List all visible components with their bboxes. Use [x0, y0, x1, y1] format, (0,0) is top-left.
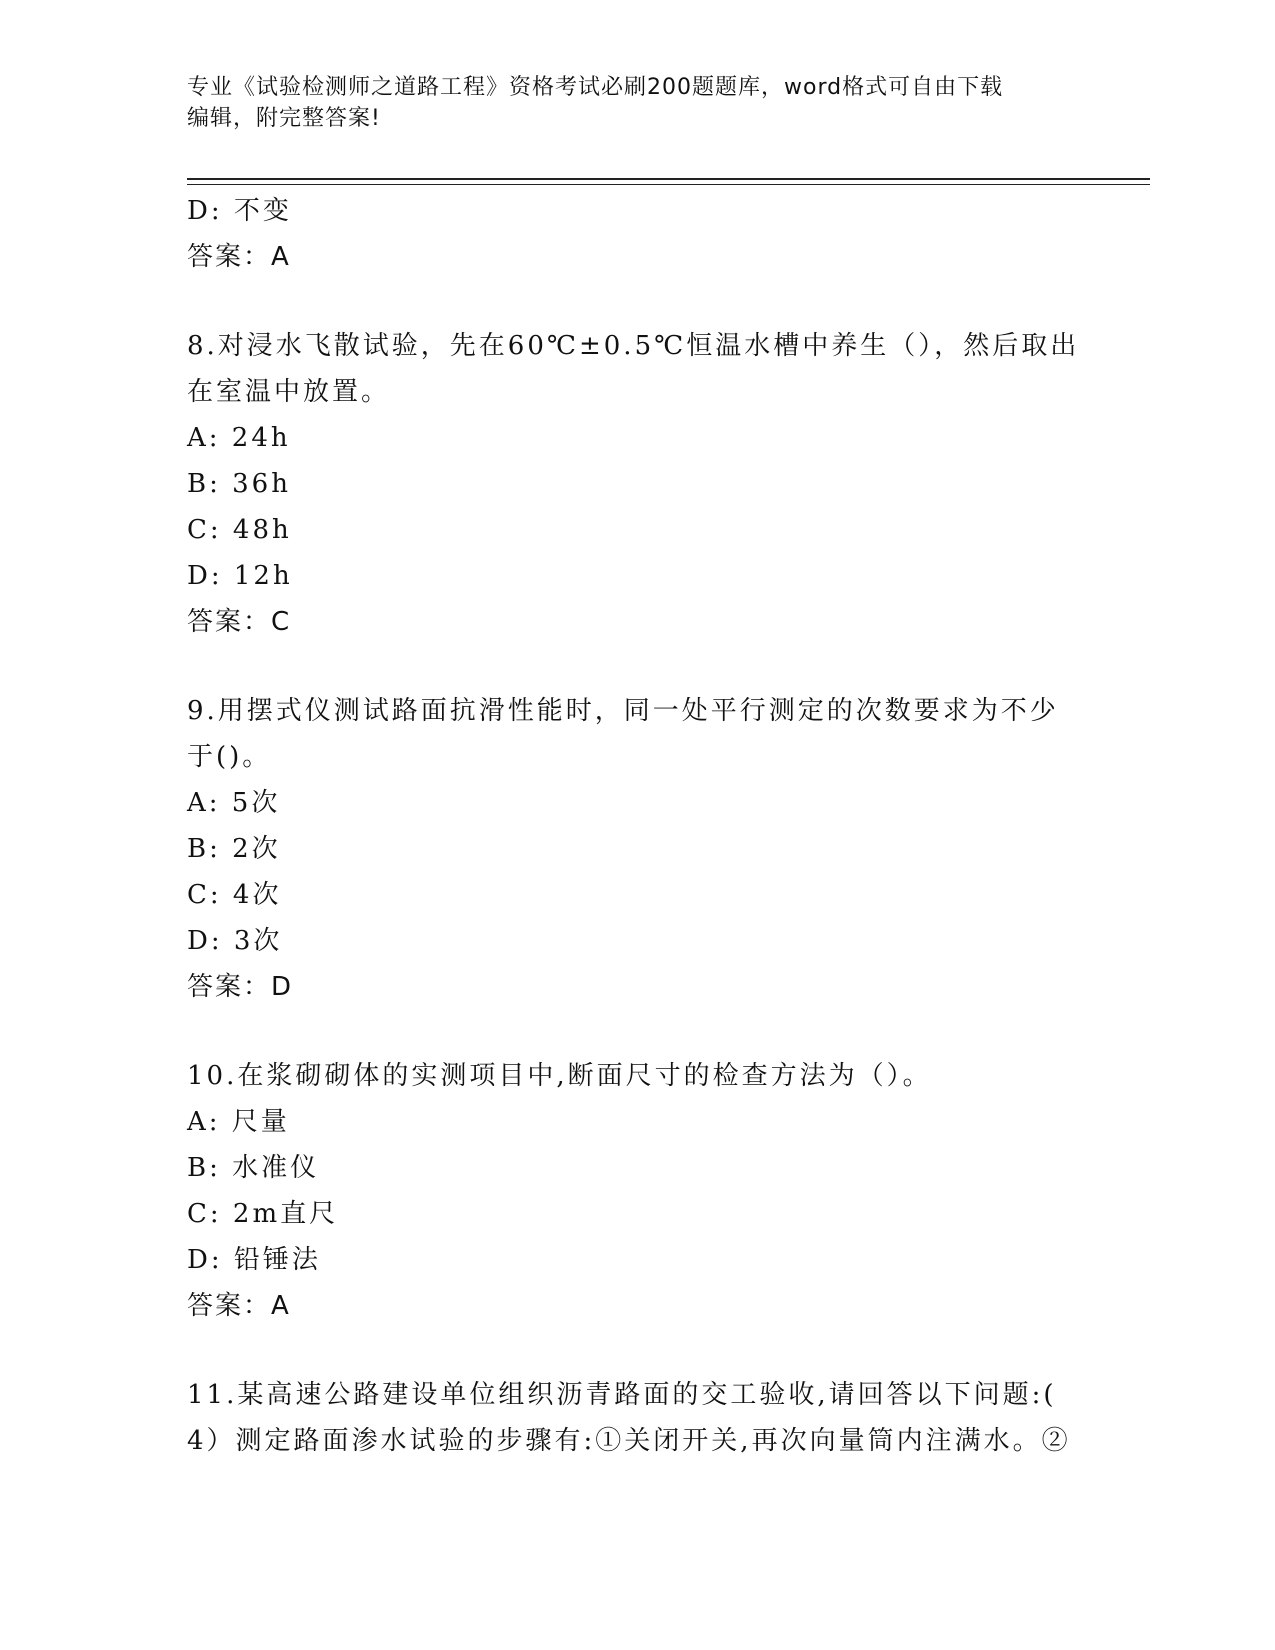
question-8: [187, 323, 1087, 645]
question-stem-line: 10.在浆砌砌体的实测项目中,断面尺寸的检查方法为（）。: [187, 1061, 932, 1091]
question-stem-line: 4）测定路面渗水试验的步骤有:①关闭开关,再次向量筒内注满水。②: [187, 1426, 1071, 1456]
question-11: [187, 1372, 1087, 1464]
option-d: D: 3次: [187, 926, 283, 956]
question-stem-line: 9.用摆式仪测试路面抗滑性能时，同一处平行测定的次数要求为不少: [187, 696, 1059, 726]
page-header: [187, 72, 1087, 134]
option-a: A: 尺量: [187, 1107, 290, 1137]
answer-line: 答案：C: [187, 607, 292, 637]
question-10: [187, 1053, 1087, 1329]
option-b: B: 水准仪: [187, 1153, 320, 1183]
question-stem-line: 于()。: [187, 742, 272, 772]
option-c: C: 4次: [187, 880, 282, 910]
option-d: D: 铅锤法: [187, 1245, 321, 1275]
question-9: [187, 688, 1087, 1010]
option-a: A: 5次: [187, 788, 281, 818]
option-d: D: 12h: [187, 561, 293, 591]
header-rule-thick: [187, 178, 1150, 180]
answer-line: 答案：A: [187, 1291, 291, 1321]
option-d: D: 不变: [187, 196, 292, 226]
question-stem-line: 在室温中放置。: [187, 377, 391, 407]
header-rule-thin: [187, 184, 1150, 185]
option-b: B: 2次: [187, 834, 281, 864]
previous-question-fragment: [187, 188, 1087, 280]
question-stem-line: 8.对浸水飞散试验，先在60℃±0.5℃恒温水槽中养生（），然后取出: [187, 331, 1080, 361]
question-stem-line: 11.某高速公路建设单位组织沥青路面的交工验收,请回答以下问题:(: [187, 1380, 1057, 1410]
document-body: [187, 188, 1087, 1464]
answer-line: 答案：A: [187, 242, 291, 272]
option-c: C: 48h: [187, 515, 292, 545]
header-line-1: 专业《试验检测师之道路工程》资格考试必刷200题题库，word格式可自由下载: [187, 75, 1004, 100]
option-b: B: 36h: [187, 469, 291, 499]
option-a: A: 24h: [187, 423, 291, 453]
option-c: C: 2m直尺: [187, 1199, 339, 1229]
answer-line: 答案：D: [187, 972, 294, 1002]
header-line-2: 编辑，附完整答案!: [187, 106, 381, 131]
